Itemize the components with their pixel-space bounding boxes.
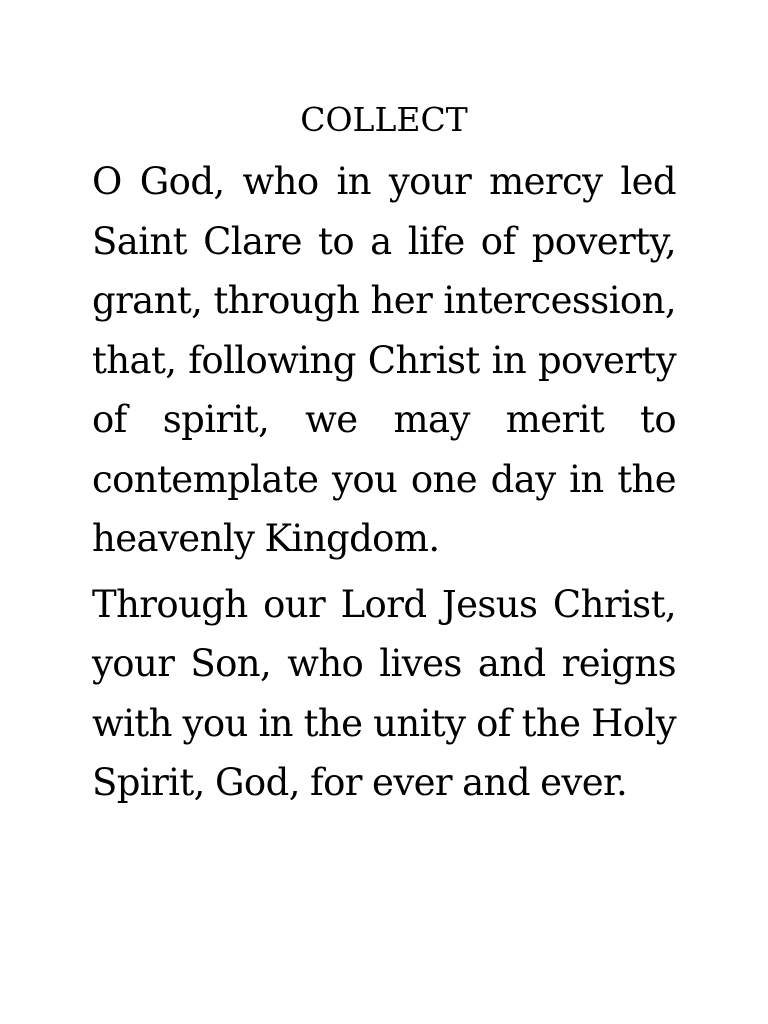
- collect-prayer-paragraph: O God, who in your mercy led Saint Clare to a life of poverty, grant, through her intercession, that, following Christ in poverty of spirit, we may merit to contemplate you one day in the heavenly Kingdom.: [92, 160, 676, 560]
- page-title: COLLECT: [300, 100, 468, 139]
- closing-doxology-paragraph: Through our Lord Jesus Christ, your Son, who lives and reigns with you in the unity of the Holy Spirit, God, for ever and ever.: [92, 582, 676, 804]
- document-page: [92, 92, 676, 813]
